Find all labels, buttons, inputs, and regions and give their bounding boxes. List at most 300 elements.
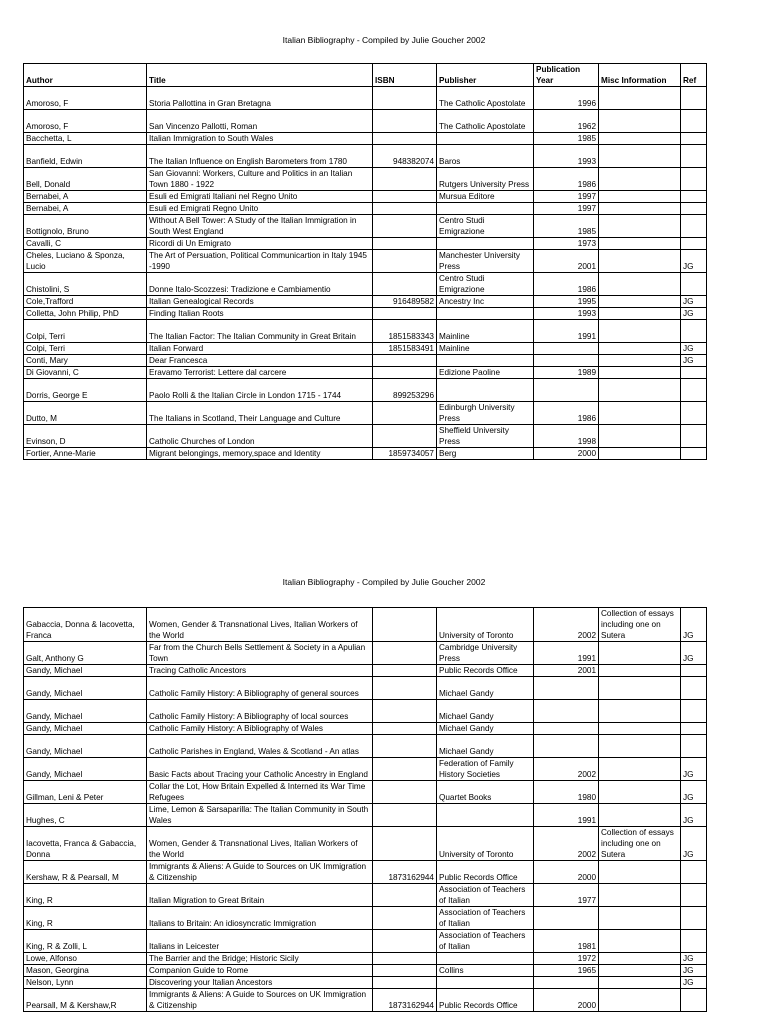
- year-cell: 2001: [534, 250, 599, 273]
- title-cell: Basic Facts about Tracing your Catholic Ancestry in England: [147, 758, 373, 781]
- ref-cell: JG: [681, 296, 707, 308]
- title-cell: Women, Gender & Transnational Lives, Italian Workers of the World: [147, 608, 373, 642]
- misc-cell: [599, 758, 681, 781]
- misc-cell: [599, 145, 681, 168]
- author-cell: Banfield, Edwin: [24, 145, 147, 168]
- year-cell: 1980: [534, 781, 599, 804]
- year-cell: 1995: [534, 296, 599, 308]
- misc-cell: [599, 700, 681, 723]
- ref-cell: JG: [681, 781, 707, 804]
- table-row: [24, 355, 707, 367]
- ref-cell: [681, 379, 707, 402]
- publisher-cell: Association of Teachers of Italian: [437, 930, 534, 953]
- author-cell: Chistolini, S: [24, 273, 147, 296]
- ref-cell: [681, 677, 707, 700]
- isbn-cell: [373, 215, 437, 238]
- table-row: [24, 308, 707, 320]
- isbn-cell: 916489582: [373, 296, 437, 308]
- isbn-cell: [373, 133, 437, 145]
- misc-cell: [599, 343, 681, 355]
- year-cell: 2002: [534, 758, 599, 781]
- table-row: [24, 379, 707, 402]
- author-cell: King, R: [24, 907, 147, 930]
- misc-cell: Collection of essays including one on Sutera: [599, 608, 681, 642]
- publisher-cell: The Catholic Apostolate: [437, 110, 534, 133]
- table-row: [24, 677, 707, 700]
- table-row: [24, 402, 707, 425]
- ref-cell: [681, 402, 707, 425]
- publisher-cell: University of Toronto: [437, 827, 534, 861]
- ref-cell: [681, 133, 707, 145]
- table-row: [24, 884, 707, 907]
- isbn-cell: [373, 735, 437, 758]
- isbn-cell: 1873162944: [373, 861, 437, 884]
- misc-cell: [599, 665, 681, 677]
- isbn-cell: [373, 827, 437, 861]
- author-cell: Hughes, C: [24, 804, 147, 827]
- author-cell: Di Giovanni, C: [24, 367, 147, 379]
- misc-cell: [599, 203, 681, 215]
- year-cell: 1996: [534, 87, 599, 110]
- misc-cell: [599, 953, 681, 965]
- isbn-cell: [373, 425, 437, 448]
- misc-cell: [599, 448, 681, 460]
- misc-cell: [599, 989, 681, 1012]
- title-cell: Dear Francesca: [147, 355, 373, 367]
- misc-cell: [599, 861, 681, 884]
- ref-cell: [681, 238, 707, 250]
- ref-cell: [681, 884, 707, 907]
- isbn-cell: [373, 250, 437, 273]
- isbn-cell: [373, 665, 437, 677]
- ref-cell: [681, 320, 707, 343]
- year-cell: 1985: [534, 215, 599, 238]
- table-row: [24, 238, 707, 250]
- year-cell: 1965: [534, 965, 599, 977]
- publisher-cell: Quartet Books: [437, 781, 534, 804]
- year-cell: [534, 735, 599, 758]
- ref-cell: [681, 273, 707, 296]
- isbn-cell: 1851583343: [373, 320, 437, 343]
- isbn-cell: 1873162944: [373, 989, 437, 1012]
- title-cell: San Giovanni: Workers, Culture and Politics in an Italian Town 1880 - 1922: [147, 168, 373, 191]
- title-cell: Without A Bell Tower: A Study of the Italian Immigration in South West England: [147, 215, 373, 238]
- title-cell: Discovering your Italian Ancestors: [147, 977, 373, 989]
- misc-cell: [599, 133, 681, 145]
- ref-cell: JG: [681, 804, 707, 827]
- misc-cell: [599, 215, 681, 238]
- publisher-cell: Public Records Office: [437, 665, 534, 677]
- ref-cell: JG: [681, 343, 707, 355]
- year-cell: 1993: [534, 145, 599, 168]
- publisher-cell: The Catholic Apostolate: [437, 87, 534, 110]
- ref-cell: JG: [681, 827, 707, 861]
- year-cell: 1989: [534, 367, 599, 379]
- isbn-cell: [373, 965, 437, 977]
- publisher-header: Publisher: [437, 64, 534, 87]
- author-header: Author: [24, 64, 147, 87]
- publisher-cell: [437, 238, 534, 250]
- author-cell: Dorris, George E: [24, 379, 147, 402]
- table-row: [24, 367, 707, 379]
- table-row: [24, 191, 707, 203]
- table-row: [24, 861, 707, 884]
- misc-cell: [599, 642, 681, 665]
- table-row: [24, 110, 707, 133]
- ref-cell: [681, 700, 707, 723]
- author-cell: Bottignolo, Bruno: [24, 215, 147, 238]
- ref-cell: [681, 87, 707, 110]
- title-cell: The Barrier and the Bridge; Historic Sicily: [147, 953, 373, 965]
- page-title-1: Italian Bibliography - Compiled by Julie Goucher 2002: [282, 35, 486, 45]
- publisher-cell: [437, 355, 534, 367]
- publisher-cell: [437, 308, 534, 320]
- author-cell: Bacchetta, L: [24, 133, 147, 145]
- ref-cell: [681, 930, 707, 953]
- year-cell: [534, 723, 599, 735]
- title-cell: Immigrants & Aliens: A Guide to Sources on UK Immigration & Citizenship: [147, 861, 373, 884]
- table-row: [24, 977, 707, 989]
- title-cell: Italian Genealogical Records: [147, 296, 373, 308]
- publisher-cell: [437, 804, 534, 827]
- misc-cell: [599, 965, 681, 977]
- title-cell: Italians to Britain: An idiosyncratic Immigration: [147, 907, 373, 930]
- title-cell: Catholic Family History: A Bibliography of local sources: [147, 700, 373, 723]
- table-row: [24, 320, 707, 343]
- author-cell: Bernabei, A: [24, 203, 147, 215]
- author-cell: Gandy, Michael: [24, 700, 147, 723]
- title-cell: Lime, Lemon & Sarsaparilla: The Italian Community in South Wales: [147, 804, 373, 827]
- title-cell: Italian Immigration to South Wales: [147, 133, 373, 145]
- table-row: [24, 723, 707, 735]
- title-cell: The Art of Persuation, Political Communicartion in Italy 1945 -1990: [147, 250, 373, 273]
- publisher-cell: Collins: [437, 965, 534, 977]
- table-row: [24, 145, 707, 168]
- table-row: [24, 781, 707, 804]
- author-cell: Gabaccia, Donna & Iacovetta, Franca: [24, 608, 147, 642]
- table-row: [24, 735, 707, 758]
- table-row: [24, 642, 707, 665]
- year-cell: 1986: [534, 168, 599, 191]
- table-row: [24, 296, 707, 308]
- table-row: [24, 804, 707, 827]
- title-cell: The Italian Influence on English Barometers from 1780: [147, 145, 373, 168]
- table-row: [24, 827, 707, 861]
- author-cell: Cheles, Luciano & Sponza, Lucio: [24, 250, 147, 273]
- year-cell: 2001: [534, 665, 599, 677]
- author-cell: Colpi, Terri: [24, 343, 147, 355]
- table-row: [24, 448, 707, 460]
- table-row: [24, 168, 707, 191]
- publisher-cell: [437, 379, 534, 402]
- author-cell: Colletta, John Philip, PhD: [24, 308, 147, 320]
- author-cell: Conti, Mary: [24, 355, 147, 367]
- isbn-cell: [373, 804, 437, 827]
- table-row: [24, 665, 707, 677]
- title-cell: Women, Gender & Transnational Lives, Italian Workers of the World: [147, 827, 373, 861]
- misc-cell: [599, 379, 681, 402]
- title-cell: Donne Italo-Scozzesi: Tradizione e Cambiamentio: [147, 273, 373, 296]
- ref-cell: JG: [681, 308, 707, 320]
- table-row: [24, 907, 707, 930]
- author-cell: Amoroso, F: [24, 110, 147, 133]
- misc-cell: [599, 884, 681, 907]
- year-cell: 1991: [534, 320, 599, 343]
- publisher-cell: Public Records Office: [437, 861, 534, 884]
- author-cell: Gillman, Leni & Peter: [24, 781, 147, 804]
- author-cell: Amoroso, F: [24, 87, 147, 110]
- table-row: [24, 133, 707, 145]
- year-cell: 1972: [534, 953, 599, 965]
- misc-cell: [599, 781, 681, 804]
- ref-cell: [681, 861, 707, 884]
- misc-cell: [599, 110, 681, 133]
- author-cell: Cole,Trafford: [24, 296, 147, 308]
- publisher-cell: Rutgers University Press: [437, 168, 534, 191]
- title-cell: Companion Guide to Rome: [147, 965, 373, 977]
- publisher-cell: Public Records Office: [437, 989, 534, 1012]
- author-cell: King, R: [24, 884, 147, 907]
- ref-cell: JG: [681, 758, 707, 781]
- ref-cell: [681, 989, 707, 1012]
- publisher-cell: Association of Teachers of Italian: [437, 884, 534, 907]
- misc-cell: [599, 367, 681, 379]
- title-cell: Tracing Catholic Ancestors: [147, 665, 373, 677]
- year-header: Publication Year: [534, 64, 599, 87]
- publisher-cell: University of Toronto: [437, 608, 534, 642]
- author-cell: Gandy, Michael: [24, 735, 147, 758]
- table-row: [24, 608, 707, 642]
- publisher-cell: [437, 203, 534, 215]
- misc-cell: Collection of essays including one on Sutera: [599, 827, 681, 861]
- title-cell: Catholic Churches of London: [147, 425, 373, 448]
- year-cell: 1973: [534, 238, 599, 250]
- misc-cell: [599, 677, 681, 700]
- year-cell: 1977: [534, 884, 599, 907]
- title-cell: Paolo Rolli & the Italian Circle in London 1715 - 1744: [147, 379, 373, 402]
- author-cell: Galt, Anthony G: [24, 642, 147, 665]
- title-cell: Esuli ed Emigrati Italiani nel Regno Unito: [147, 191, 373, 203]
- isbn-cell: [373, 677, 437, 700]
- ref-cell: [681, 168, 707, 191]
- title-cell: Eravamo Terrorist: Lettere dal carcere: [147, 367, 373, 379]
- title-header: Title: [147, 64, 373, 87]
- year-cell: 2000: [534, 989, 599, 1012]
- misc-cell: [599, 723, 681, 735]
- isbn-cell: [373, 367, 437, 379]
- isbn-cell: [373, 203, 437, 215]
- misc-cell: [599, 238, 681, 250]
- ref-cell: JG: [681, 642, 707, 665]
- year-cell: 2000: [534, 861, 599, 884]
- ref-cell: [681, 145, 707, 168]
- table-row: [24, 930, 707, 953]
- misc-cell: [599, 191, 681, 203]
- publisher-cell: Sheffield University Press: [437, 425, 534, 448]
- publisher-cell: Michael Gandy: [437, 723, 534, 735]
- publisher-cell: [437, 133, 534, 145]
- author-cell: Dutto, M: [24, 402, 147, 425]
- author-cell: Kershaw, R & Pearsall, M: [24, 861, 147, 884]
- table-row: [24, 425, 707, 448]
- title-cell: Italian Migration to Great Britain: [147, 884, 373, 907]
- isbn-cell: [373, 110, 437, 133]
- title-cell: Immigrants & Aliens: A Guide to Sources on UK Immigration & Citizenship: [147, 989, 373, 1012]
- author-cell: Fortier, Anne-Marie: [24, 448, 147, 460]
- title-cell: San Vincenzo Pallotti, Roman: [147, 110, 373, 133]
- isbn-cell: [373, 907, 437, 930]
- ref-cell: [681, 723, 707, 735]
- author-cell: Pearsall, M & Kershaw,R: [24, 989, 147, 1012]
- misc-cell: [599, 250, 681, 273]
- year-cell: 2002: [534, 827, 599, 861]
- year-cell: [534, 355, 599, 367]
- author-cell: Lowe, Alfonso: [24, 953, 147, 965]
- isbn-cell: [373, 355, 437, 367]
- publisher-cell: Cambridge University Press: [437, 642, 534, 665]
- table-row: [24, 215, 707, 238]
- publisher-cell: Mainline: [437, 320, 534, 343]
- author-cell: Gandy, Michael: [24, 758, 147, 781]
- year-cell: 1997: [534, 203, 599, 215]
- misc-cell: [599, 907, 681, 930]
- author-cell: Gandy, Michael: [24, 723, 147, 735]
- isbn-cell: 1851583491: [373, 343, 437, 355]
- ref-cell: [681, 203, 707, 215]
- publisher-cell: [437, 977, 534, 989]
- ref-cell: JG: [681, 953, 707, 965]
- publisher-cell: Manchester University Press: [437, 250, 534, 273]
- title-cell: The Italians in Scotland, Their Language and Culture: [147, 402, 373, 425]
- year-cell: 1997: [534, 191, 599, 203]
- isbn-cell: [373, 758, 437, 781]
- isbn-cell: 948382074: [373, 145, 437, 168]
- misc-cell: [599, 804, 681, 827]
- isbn-cell: [373, 884, 437, 907]
- publisher-cell: Michael Gandy: [437, 735, 534, 758]
- author-cell: Iacovetta, Franca & Gabaccia, Donna: [24, 827, 147, 861]
- author-cell: Bell, Donald: [24, 168, 147, 191]
- publisher-cell: Centro Studi Emigrazione: [437, 273, 534, 296]
- table-row: [24, 758, 707, 781]
- year-cell: [534, 677, 599, 700]
- isbn-cell: [373, 308, 437, 320]
- year-cell: [534, 379, 599, 402]
- ref-cell: [681, 907, 707, 930]
- year-cell: 2002: [534, 608, 599, 642]
- table-row: [24, 343, 707, 355]
- author-cell: Gandy, Michael: [24, 665, 147, 677]
- title-cell: Migrant belongings, memory,space and Identity: [147, 448, 373, 460]
- isbn-header: ISBN: [373, 64, 437, 87]
- misc-cell: [599, 296, 681, 308]
- ref-cell: [681, 665, 707, 677]
- ref-cell: JG: [681, 250, 707, 273]
- author-cell: Mason, Georgina: [24, 965, 147, 977]
- title-cell: Finding Italian Roots: [147, 308, 373, 320]
- publisher-cell: Mainline: [437, 343, 534, 355]
- misc-cell: [599, 425, 681, 448]
- ref-cell: [681, 367, 707, 379]
- isbn-cell: [373, 168, 437, 191]
- ref-cell: [681, 191, 707, 203]
- year-cell: [534, 700, 599, 723]
- publisher-cell: Centro Studi Emigrazione: [437, 215, 534, 238]
- table-row: [24, 203, 707, 215]
- table-row: [24, 250, 707, 273]
- ref-cell: [681, 735, 707, 758]
- title-cell: Catholic Family History: A Bibliography of general sources: [147, 677, 373, 700]
- ref-cell: [681, 215, 707, 238]
- author-cell: Cavalli, C: [24, 238, 147, 250]
- year-cell: [534, 977, 599, 989]
- misc-cell: [599, 402, 681, 425]
- misc-cell: [599, 87, 681, 110]
- bibliography-table-2: [23, 607, 707, 1012]
- misc-cell: [599, 168, 681, 191]
- isbn-cell: 1859734057: [373, 448, 437, 460]
- publisher-cell: Berg: [437, 448, 534, 460]
- isbn-cell: [373, 87, 437, 110]
- year-cell: 1993: [534, 308, 599, 320]
- year-cell: [534, 907, 599, 930]
- isbn-cell: [373, 930, 437, 953]
- title-cell: Storia Pallottina in Gran Bretagna: [147, 87, 373, 110]
- publisher-cell: Mursua Editore: [437, 191, 534, 203]
- publisher-cell: Michael Gandy: [437, 677, 534, 700]
- year-cell: 1962: [534, 110, 599, 133]
- year-cell: [534, 343, 599, 355]
- isbn-cell: 899253296: [373, 379, 437, 402]
- ref-cell: [681, 448, 707, 460]
- misc-cell: [599, 320, 681, 343]
- isbn-cell: [373, 238, 437, 250]
- publisher-cell: Ancestry Inc: [437, 296, 534, 308]
- misc-cell: [599, 930, 681, 953]
- year-cell: 1981: [534, 930, 599, 953]
- isbn-cell: [373, 700, 437, 723]
- misc-cell: [599, 735, 681, 758]
- ref-cell: JG: [681, 977, 707, 989]
- bibliography-table-1: [23, 63, 707, 460]
- table-row: [24, 87, 707, 110]
- author-cell: Nelson, Lynn: [24, 977, 147, 989]
- title-cell: Far from the Church Bells Settlement & Society in a Apulian Town: [147, 642, 373, 665]
- isbn-cell: [373, 781, 437, 804]
- ref-cell: [681, 425, 707, 448]
- table-row: [24, 953, 707, 965]
- author-cell: Evinson, D: [24, 425, 147, 448]
- misc-cell: [599, 355, 681, 367]
- publisher-cell: Baros: [437, 145, 534, 168]
- year-cell: 2000: [534, 448, 599, 460]
- year-cell: 1985: [534, 133, 599, 145]
- publisher-cell: Edinburgh University Press: [437, 402, 534, 425]
- title-cell: Esuli ed Emigrati Regno Unito: [147, 203, 373, 215]
- isbn-cell: [373, 953, 437, 965]
- publisher-cell: Federation of Family History Societies: [437, 758, 534, 781]
- header-row: [24, 64, 707, 87]
- year-cell: 1991: [534, 804, 599, 827]
- ref-cell: JG: [681, 608, 707, 642]
- table-row: [24, 965, 707, 977]
- publisher-cell: Michael Gandy: [437, 700, 534, 723]
- isbn-cell: [373, 723, 437, 735]
- author-cell: Gandy, Michael: [24, 677, 147, 700]
- misc-header: Misc Information: [599, 64, 681, 87]
- author-cell: Colpi, Terri: [24, 320, 147, 343]
- publisher-cell: [437, 953, 534, 965]
